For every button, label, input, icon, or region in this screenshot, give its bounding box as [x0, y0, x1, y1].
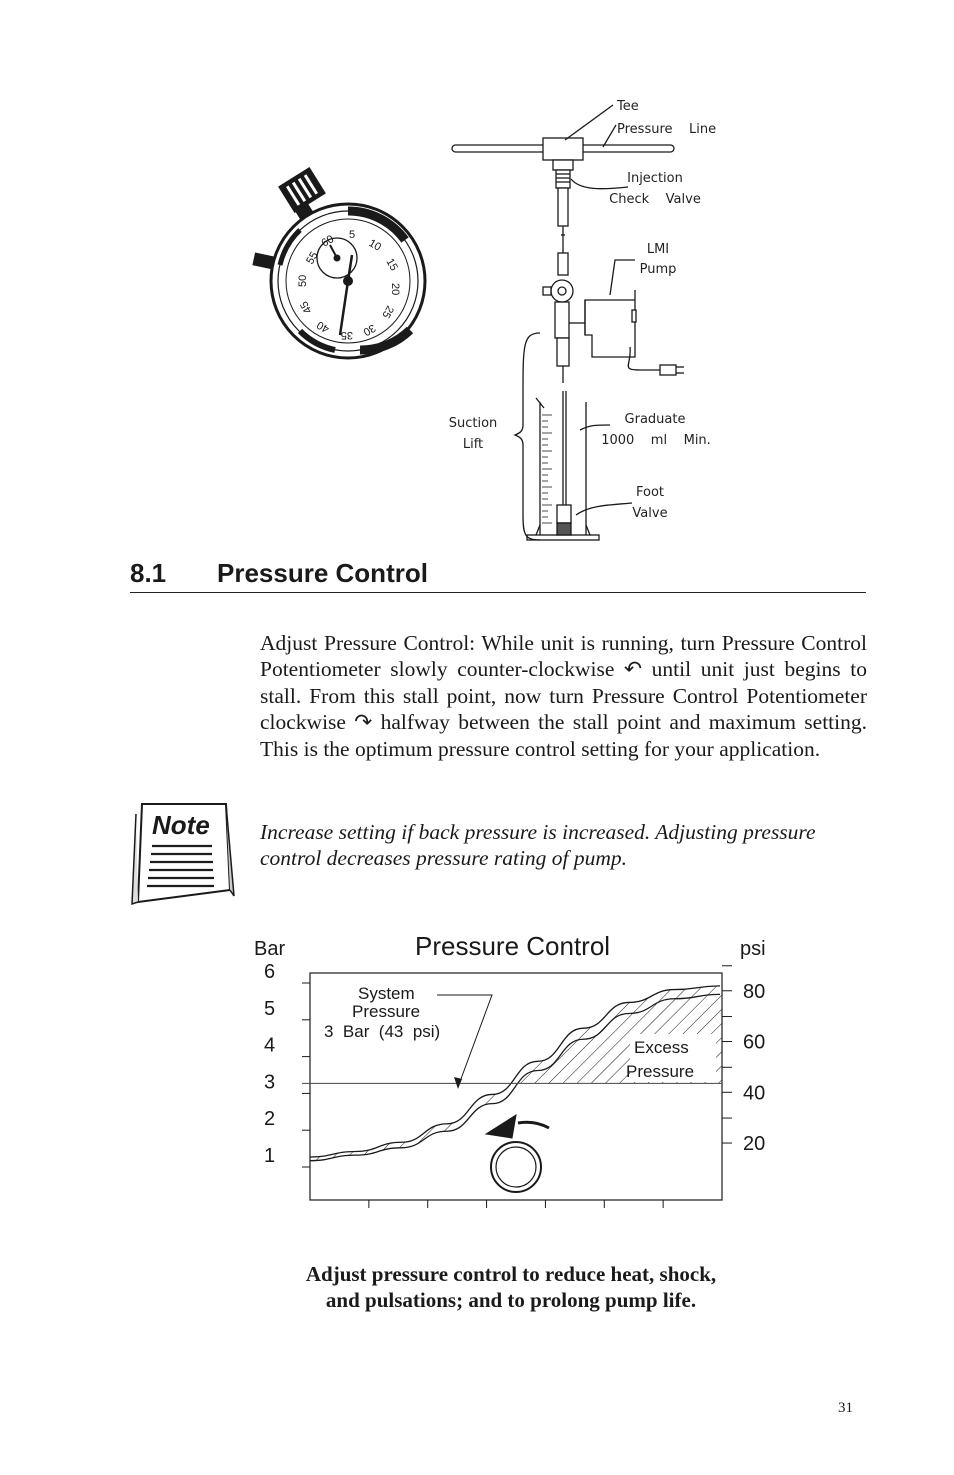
- left-tick-label: 2: [264, 1108, 276, 1131]
- dial-number: 25: [379, 303, 396, 321]
- right-tick-label: 80: [743, 980, 766, 1003]
- lmi-label-1: LMI: [646, 242, 670, 257]
- caption-line-1: Adjust pressure control to reduce heat, shock,: [305, 1262, 717, 1286]
- stopwatch-icon: [253, 168, 425, 358]
- graduate-label-2: 1000 ml Min.: [601, 433, 711, 448]
- right-axis-label: psi: [740, 938, 766, 960]
- suction-label-2: Lift: [462, 437, 484, 452]
- dial-number: 55: [304, 249, 321, 267]
- suction-label-1: Suction: [448, 416, 498, 431]
- dial-number: 40: [314, 318, 332, 335]
- note-badge-text: Note: [152, 810, 210, 840]
- body-paragraph: Adjust Pressure Control: While unit is running, turn Pressure Control Potentiometer slowly counter-clockwise ↶ until unit just begins to stall. From this stall point, now turn Pressure Control Potentiometer clockwise ↷ halfway between the stall point and maximum setting. This is the optimum pressure control setting for your application.: [260, 631, 867, 761]
- right-tick-label: 60: [743, 1031, 766, 1054]
- injection-label-2: Check Valve: [609, 192, 701, 207]
- foot-label-2: Valve: [632, 506, 668, 521]
- dial-number: 10: [366, 237, 384, 254]
- section-number: 8.1: [130, 558, 167, 588]
- figure-caption: [200, 1261, 822, 1313]
- section-title: Pressure Control: [217, 558, 428, 588]
- injection-label-1: Injection: [627, 171, 683, 186]
- left-axis-label: Bar: [254, 938, 286, 960]
- excess-label-1: Excess: [634, 1038, 689, 1057]
- note-text: Increase setting if back pressure is increased. Adjusting pressure control decreases pressure rating of pump.: [260, 820, 816, 871]
- dial-number: 15: [383, 256, 400, 274]
- dial-number: 30: [360, 321, 378, 338]
- graduate-label-1: Graduate: [624, 412, 686, 427]
- chart-title: Pressure Control: [415, 931, 611, 961]
- foot-label-1: Foot: [635, 485, 665, 500]
- system-label-3: 3 Bar (43 psi): [324, 1022, 441, 1041]
- right-tick-label: 20: [743, 1133, 766, 1156]
- lmi-label-2: Pump: [639, 262, 677, 277]
- dial-number: 50: [297, 274, 309, 287]
- excess-label-2: Pressure: [626, 1062, 695, 1081]
- caption-line-2: and pulsations; and to prolong pump life.: [325, 1288, 697, 1312]
- graduation-ticks: [542, 415, 552, 523]
- left-tick-label: 1: [264, 1145, 276, 1167]
- page-number: 31: [838, 1400, 853, 1416]
- tee-label: Tee: [617, 99, 639, 114]
- left-tick-label: 4: [264, 1034, 276, 1057]
- knob-icon: [486, 1115, 549, 1192]
- system-label-2: Pressure: [352, 1002, 421, 1021]
- dial-number: 35: [340, 329, 353, 341]
- dial-number: 45: [298, 298, 315, 316]
- right-tick-label: 40: [743, 1082, 766, 1105]
- dial-number: 60: [319, 233, 337, 250]
- dial-number: 5: [349, 229, 356, 241]
- left-tick-label: 5: [264, 997, 276, 1020]
- pressure-line-label: Pressure Line: [617, 122, 717, 137]
- dial-number: 20: [389, 283, 401, 296]
- section-heading: [130, 556, 866, 593]
- left-tick-label: 3: [264, 1071, 276, 1094]
- system-leader-line: [437, 995, 492, 1087]
- note-icon: [130, 800, 235, 913]
- pressure-control-chart: [240, 925, 800, 1230]
- chart-svg: [240, 925, 800, 1225]
- system-label-1: System: [358, 984, 415, 1003]
- left-tick-label: 6: [264, 961, 276, 983]
